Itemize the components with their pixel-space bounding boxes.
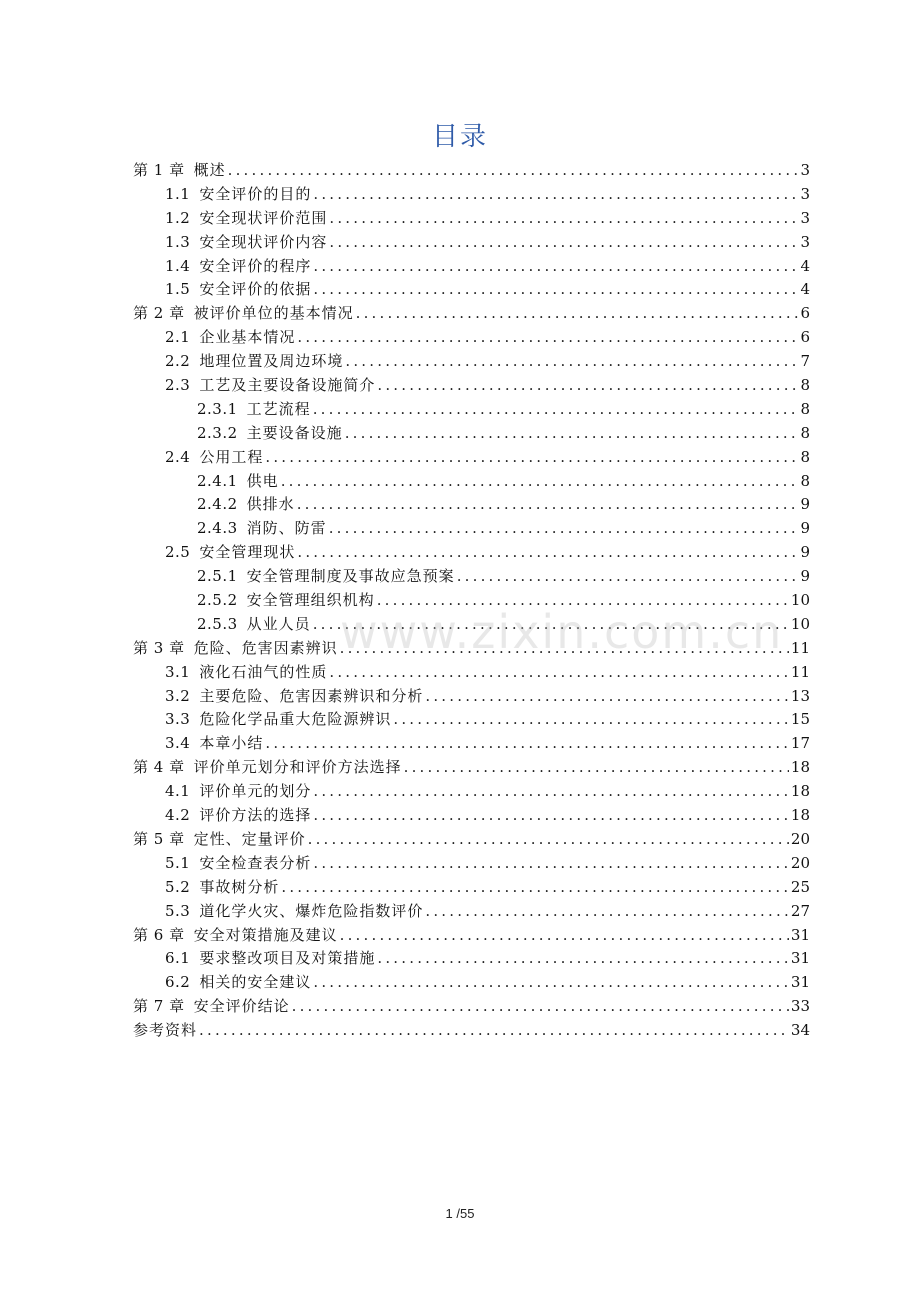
toc-entry-number: 3.2 [165,686,191,705]
toc-dot-leader [228,159,799,183]
toc-dot-leader [425,685,789,709]
toc-entry-title: 安全评价的目的 [199,184,312,203]
toc-entry-number: 3.4 [165,734,191,753]
toc-entry-title: 评价方法的选择 [199,806,312,825]
toc-entry-title: 安全检查表分析 [199,853,312,872]
toc-entry-title: 安全对策措施及建议 [193,925,338,944]
toc-entry-number: 第 2 章 [133,304,185,323]
footer-page-number: 1 [445,1206,453,1221]
toc-dot-leader [329,661,789,685]
toc-entry-title: 要求整改项目及对策措施 [199,949,376,968]
toc-dot-leader [265,732,789,756]
toc-entry-page: 34 [790,1021,810,1040]
toc-entry-page: 4 [800,256,810,275]
toc-dot-leader [308,828,789,852]
toc-entry-title: 本章小结 [199,734,264,753]
toc-entry-page: 9 [800,495,810,514]
toc-dot-leader [313,852,789,876]
toc-entry-title: 定性、定量评价 [193,829,306,848]
toc-entry-page: 25 [790,877,810,896]
toc-entry-title: 危险化学品重大危险源辨识 [199,710,392,729]
toc-dot-leader [345,422,799,446]
toc-dot-leader [377,589,789,613]
toc-entry-title: 安全评价结论 [193,997,290,1016]
footer-separator: / [456,1206,460,1221]
toc-entry[interactable] [133,780,810,804]
toc-entry-title: 事故树分析 [199,877,280,896]
toc-entry-page: 6 [800,304,810,323]
toc-entry-title: 评价单元划分和评价方法选择 [193,758,402,777]
toc-entry-number: 2.4.3 [197,519,238,538]
toc-entry-number: 6.2 [165,973,191,992]
toc-entry-page: 31 [790,973,810,992]
toc-dot-leader [377,947,789,971]
toc-entry[interactable] [133,398,810,422]
toc-entry[interactable] [133,493,810,517]
toc-entry-number: 1.5 [165,280,191,299]
toc-entry[interactable] [133,422,810,446]
toc-entry-page: 8 [800,423,810,442]
toc-entry-title: 主要危险、危害因素辨识和分析 [199,686,424,705]
toc-entry-title: 安全现状评价内容 [199,232,328,251]
toc-entry-page: 10 [790,614,810,633]
toc-entry[interactable] [133,255,810,279]
toc-entry-page: 4 [800,280,810,299]
toc-entry[interactable] [133,1019,810,1043]
toc-entry-number: 第 3 章 [133,638,185,657]
toc-dot-leader [329,231,798,255]
toc-entry[interactable] [133,947,810,971]
toc-entry-title: 危险、危害因素辨识 [193,638,338,657]
toc-entry-number: 第 7 章 [133,997,185,1016]
toc-dot-leader [297,493,799,517]
toc-entry-title: 被评价单位的基本情况 [193,304,354,323]
toc-entry-title: 供排水 [246,495,295,514]
toc-entry-title: 从业人员 [246,614,311,633]
toc-entry[interactable] [133,804,810,828]
toc-entry-title: 安全管理现状 [199,543,296,562]
toc-entry[interactable] [133,637,810,661]
toc-entry[interactable] [133,302,810,326]
toc-entry-number: 2.3.1 [197,399,238,418]
toc-dot-leader [345,350,798,374]
toc-entry-number: 3.1 [165,662,191,681]
toc-entry[interactable] [133,350,810,374]
toc-entry[interactable] [133,971,810,995]
toc-entry-number: 第 4 章 [133,758,185,777]
toc-entry[interactable] [133,876,810,900]
toc-entry-number: 1.2 [165,208,191,227]
toc-entry[interactable] [133,852,810,876]
toc-entry-page: 8 [800,471,810,490]
toc-entry-title: 安全现状评价范围 [199,208,328,227]
toc-entry[interactable] [133,326,810,350]
toc-entry[interactable] [133,231,810,255]
toc-dot-leader [457,565,799,589]
toc-dot-leader [313,255,798,279]
toc-entry-page: 31 [790,925,810,944]
toc-entry-title: 企业基本情况 [199,328,296,347]
toc-entry-number: 5.1 [165,853,191,872]
toc-entry-number: 2.5.1 [197,567,238,586]
toc-entry[interactable] [133,995,810,1019]
toc-entry-number: 2.4 [165,447,191,466]
toc-entry[interactable] [133,541,810,565]
toc-entry-number: 2.3 [165,376,191,395]
toc-entry[interactable] [133,517,810,541]
toc-entry-number: 2.5 [165,543,191,562]
toc-entry[interactable] [133,278,810,302]
toc-entry-number: 5.3 [165,901,191,920]
toc-entry[interactable] [133,756,810,780]
toc-entry-number: 1.4 [165,256,191,275]
toc-entry-number: 第 1 章 [133,161,185,179]
toc-entry-number: 6.1 [165,949,191,968]
toc-entry-title: 安全管理组织机构 [246,591,375,610]
toc-entry-number: 2.4.1 [197,471,238,490]
toc-entry-title: 工艺流程 [246,399,311,418]
toc-entry-page: 3 [800,208,810,227]
toc-entry-page: 13 [790,686,810,705]
toc-dot-leader [313,780,789,804]
toc-entry[interactable] [133,589,810,613]
toc-entry[interactable] [133,565,810,589]
toc-entry-page: 33 [790,997,810,1016]
toc-entry-number: 5.2 [165,877,191,896]
toc-entry-title: 评价单元的划分 [199,782,312,801]
toc-dot-leader [265,446,798,470]
toc-entry-page: 8 [800,447,810,466]
toc-entry[interactable] [133,924,810,948]
toc-entry[interactable] [133,446,810,470]
toc-entry-page: 11 [790,662,810,681]
toc-dot-leader [313,804,789,828]
toc-dot-leader [297,541,798,565]
toc-entry[interactable] [133,708,810,732]
toc-entry[interactable] [133,732,810,756]
table-of-contents [133,159,810,1043]
toc-dot-leader [313,613,789,637]
toc-entry-number: 1.3 [165,232,191,251]
toc-entry-page: 8 [800,376,810,395]
toc-dot-leader [199,1019,789,1043]
toc-entry-number: 3.3 [165,710,191,729]
toc-entry-number: 4.2 [165,806,191,825]
toc-entry-title: 安全评价的依据 [199,280,312,299]
toc-dot-leader [377,374,798,398]
toc-entry-title: 概述 [193,161,226,179]
page-footer [0,1206,920,1221]
toc-entry-number: 2.1 [165,328,191,347]
toc-entry-number: 2.5.3 [197,614,238,633]
toc-entry-page: 18 [790,782,810,801]
toc-entry-title: 相关的安全建议 [199,973,312,992]
toc-entry-number: 2.5.2 [197,591,238,610]
toc-entry[interactable] [133,374,810,398]
toc-dot-leader [281,470,799,494]
toc-dot-leader [313,398,799,422]
toc-entry-title: 安全评价的程序 [199,256,312,275]
toc-entry-title: 公用工程 [199,447,264,466]
toc-entry-page: 3 [800,161,810,179]
toc-entry[interactable] [133,900,810,924]
toc-entry-page: 3 [800,232,810,251]
toc-entry-number: 2.3.2 [197,423,238,442]
toc-dot-leader [292,995,789,1019]
toc-entry-page: 15 [790,710,810,729]
toc-dot-leader [313,971,789,995]
toc-entry-page: 9 [800,567,810,586]
toc-entry-page: 11 [790,638,810,657]
toc-entry-number: 1.1 [165,184,191,203]
toc-entry-page: 10 [790,591,810,610]
toc-entry[interactable] [133,207,810,231]
toc-entry-page: 31 [790,949,810,968]
toc-entry-number: 第 6 章 [133,925,185,944]
toc-entry-number: 2.2 [165,352,191,371]
toc-entry-page: 20 [790,853,810,872]
toc-dot-leader [329,207,798,231]
toc-dot-leader [297,326,798,350]
toc-entry[interactable] [133,470,810,494]
toc-entry-page: 6 [800,328,810,347]
toc-entry-title: 道化学火灾、爆炸危险指数评价 [199,901,424,920]
toc-entry-title: 参考资料 [133,1021,198,1040]
toc-entry-title: 液化石油气的性质 [199,662,328,681]
toc-entry-page: 7 [800,352,810,371]
watermark: www.zixin.com.cn [340,605,784,659]
toc-entry[interactable] [133,661,810,685]
toc-entry-page: 18 [790,806,810,825]
toc-dot-leader [281,876,789,900]
toc-entry-title: 供电 [246,471,279,490]
toc-entry[interactable] [133,613,810,637]
toc-entry-title: 地理位置及周边环境 [199,352,344,371]
toc-entry[interactable] [133,159,810,183]
toc-entry-page: 18 [790,758,810,777]
toc-entry-number: 4.1 [165,782,191,801]
toc-dot-leader [313,278,798,302]
toc-dot-leader [340,637,789,661]
toc-dot-leader [313,183,798,207]
toc-entry-page: 9 [800,519,810,538]
toc-title: 目录 [431,122,488,152]
toc-dot-leader [404,756,789,780]
toc-dot-leader [356,302,799,326]
toc-entry-title: 安全管理制度及事故应急预案 [246,567,455,586]
toc-entry-title: 消防、防雷 [246,519,327,538]
toc-dot-leader [329,517,799,541]
toc-entry-page: 8 [800,399,810,418]
toc-entry-title: 工艺及主要设备设施简介 [199,376,376,395]
toc-entry-page: 17 [790,734,810,753]
toc-dot-leader [340,924,789,948]
toc-dot-leader [393,708,789,732]
toc-dot-leader [425,900,789,924]
toc-entry[interactable] [133,685,810,709]
toc-entry-number: 2.4.2 [197,495,238,514]
toc-entry-page: 9 [800,543,810,562]
toc-entry-title: 主要设备设施 [246,423,343,442]
toc-entry[interactable] [133,828,810,852]
toc-entry-page: 3 [800,184,810,203]
toc-entry-number: 第 5 章 [133,829,185,848]
toc-entry-page: 27 [790,901,810,920]
footer-total-pages: 55 [460,1206,475,1221]
toc-entry-page: 20 [790,829,810,848]
toc-entry[interactable] [133,183,810,207]
